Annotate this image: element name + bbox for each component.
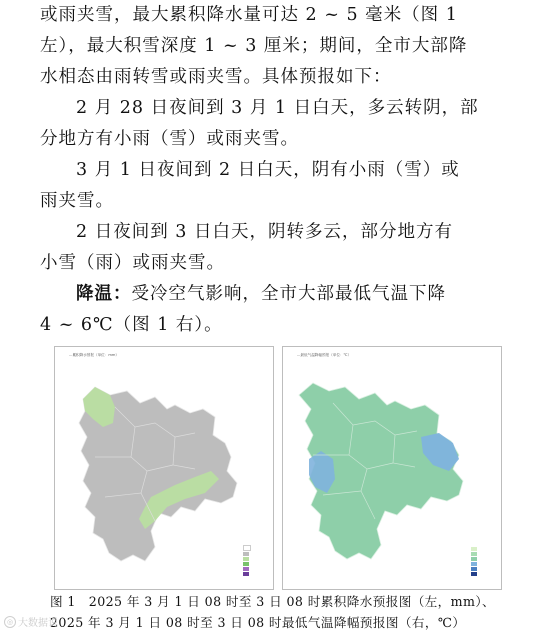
precipitation-map: [55, 347, 273, 589]
watermark-text: 大数据说: [18, 618, 58, 629]
intro-line: 或雨夹雪，最大累积降水量可达 2 ~ 5 毫米（图 1: [40, 5, 458, 25]
forecast-paragraph-1: [40, 93, 510, 155]
map-legend: [243, 545, 263, 577]
watermark: [4, 614, 58, 629]
map-title: ...累积降水预报（单位：mm）: [69, 353, 119, 357]
forecast-line: 2 月 28 日夜间到 3 月 1 日白天，多云转阴，部: [76, 98, 479, 118]
forecast-paragraph-3: [40, 217, 510, 279]
figure-caption: [50, 591, 520, 633]
forecast-line: 2 日夜间到 3 日白天，阴转多云，部分地方有: [76, 222, 453, 242]
precipitation-map-panel: [54, 346, 274, 590]
forecast-line: 雨夹雪。: [40, 191, 114, 211]
caption-line: 图 1 2025 年 3 月 1 日 08 时至 3 日 08 时累积降水预报图（左，mm）、: [50, 594, 496, 609]
caption-line: 2025 年 3 月 1 日 08 时至 3 日 08 时最低气温降幅预报图（右，℃）: [50, 615, 466, 630]
temperature-map: [283, 347, 501, 589]
forecast-figure: [54, 346, 500, 588]
watermark-logo-icon: ◎: [4, 616, 16, 628]
cooling-paragraph: [40, 279, 510, 341]
intro-paragraph: [40, 0, 510, 93]
cooling-line: 4 ~ 6℃（图 1 右）。: [40, 315, 223, 335]
forecast-line: 小雪（雨）或雨夹雪。: [40, 253, 225, 273]
cooling-label: 降温：: [76, 284, 132, 304]
map-legend: [471, 547, 491, 577]
map-title: ...最低气温降幅预报（单位：℃）: [297, 353, 352, 357]
intro-line: 水相态由雨转雪或雨夹雪。具体预报如下：: [40, 67, 392, 87]
temperature-map-panel: [282, 346, 502, 590]
forecast-paragraph-2: [40, 155, 510, 217]
intro-line: 左），最大积雪深度 1 ~ 3 厘米；期间，全市大部降: [40, 36, 468, 56]
forecast-line: 3 月 1 日夜间到 2 日白天，阴有小雨（雪）或: [76, 160, 460, 180]
cooling-text: 受冷空气影响，全市大部最低气温下降: [131, 284, 446, 304]
forecast-line: 分地方有小雨（雪）或雨夹雪。: [40, 129, 299, 149]
cooling-line: [40, 279, 510, 310]
